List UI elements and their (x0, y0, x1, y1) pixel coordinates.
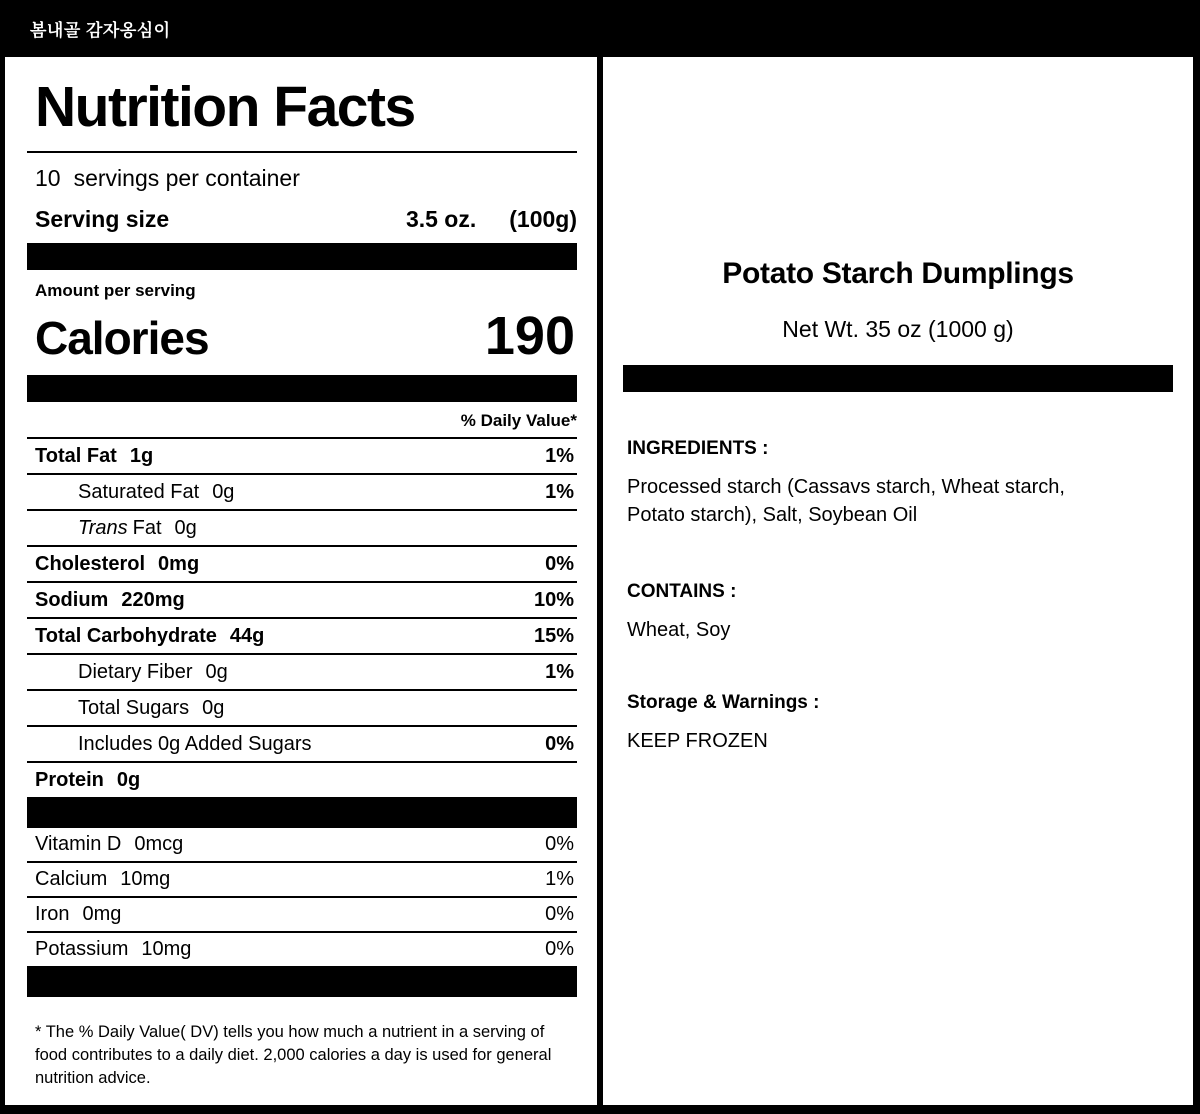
vitamin-row-calcium (27, 863, 577, 898)
divider-bar (623, 365, 1173, 392)
calories-row (35, 305, 577, 367)
nutrient-row-dietary-fiber (27, 655, 577, 691)
nutrient-row-total-fat (27, 439, 577, 475)
nutrient-row-added-sugars (27, 727, 577, 763)
nutrient-name: Iron 0mg (35, 903, 122, 925)
vitamin-row-vitamin-d (27, 828, 577, 863)
divider-bar (27, 797, 577, 828)
nutrient-name: Calcium 10mg (35, 868, 171, 890)
daily-value: 1% (545, 660, 574, 683)
daily-value: 0% (545, 833, 574, 855)
vitamin-row-potassium (27, 933, 577, 966)
nutrient-name: Dietary Fiber 0g (78, 660, 228, 683)
nutrient-row-cholesterol (27, 547, 577, 583)
nutrient-name: Protein 0g (35, 768, 141, 791)
nutrient-name: Sodium 220mg (35, 588, 185, 611)
nutrient-name: Total Carbohydrate 44g (35, 624, 265, 647)
nutrient-row-saturated-fat (27, 475, 577, 511)
daily-value: 0% (545, 903, 574, 925)
daily-value-footnote: * The % Daily Value( DV) tells you how much a nutrient in a serving of food contributes to a daily diet. 2,000 calories a day is used for general nutrition advice. (35, 1023, 552, 1087)
calories-value: 190 (484, 306, 575, 366)
serving-size-row (35, 206, 577, 233)
daily-value: 1% (545, 444, 574, 467)
servings-per-container (35, 165, 577, 192)
vitamin-row-iron (27, 898, 577, 933)
nutrient-row-total-carbohydrate (27, 619, 577, 655)
daily-value: 1% (545, 868, 574, 890)
nutrient-name: Vitamin D 0mcg (35, 833, 184, 855)
daily-value: 1% (545, 480, 574, 503)
nutrient-name: Potassium 10mg (35, 938, 192, 960)
daily-value: 0% (545, 938, 574, 960)
daily-value: 15% (533, 624, 574, 647)
serving-size-oz: 3.5 oz. (405, 206, 477, 232)
nutrient-row-protein (27, 763, 577, 797)
divider-bar (27, 375, 577, 402)
serving-size-grams: (100g) (509, 206, 577, 232)
nutrition-facts-title: Nutrition Facts (35, 75, 415, 139)
servings-count: 10 (35, 165, 61, 191)
nutrient-row-total-sugars (27, 691, 577, 727)
divider-bar (27, 243, 577, 270)
net-weight: Net Wt. 35 oz (1000 g) (782, 315, 1014, 342)
ingredients-text: Processed starch (Cassavs starch, Wheat starch, Potato starch), Salt, Soybean Oil (627, 475, 1065, 526)
divider-bar (27, 966, 577, 997)
nutrition-facts-panel (5, 57, 597, 1105)
nutrient-row-trans-fat (27, 511, 577, 547)
daily-value: 0% (545, 552, 574, 575)
product-info-panel (603, 57, 1193, 1105)
ingredients-label: INGREDIENTS : (627, 437, 769, 459)
window-title: 봄내골 감자옹심이 (30, 21, 171, 40)
nutrient-name: Cholesterol 0mg (35, 552, 200, 575)
daily-value-header: % Daily Value* (27, 411, 577, 439)
nutrient-name: Total Fat 1g (35, 444, 154, 467)
servings-text: servings per container (73, 165, 300, 191)
daily-value: 10% (533, 588, 574, 611)
storage-warnings-text: KEEP FROZEN (627, 729, 768, 752)
calories-label: Calories (35, 312, 209, 364)
serving-size-values (406, 206, 577, 233)
window-titlebar (0, 0, 1200, 57)
contains-text: Wheat, Soy (627, 618, 731, 641)
divider-rule (27, 151, 577, 153)
nutrient-row-sodium (27, 583, 577, 619)
nutrient-name: Includes 0g Added Sugars (78, 732, 312, 755)
nutrient-name: Trans Fat 0g (78, 516, 197, 539)
contains-label: CONTAINS : (627, 580, 737, 602)
serving-size-label: Serving size (35, 206, 170, 232)
daily-value: 0% (545, 732, 574, 755)
amount-per-serving-label: Amount per serving (35, 281, 196, 300)
nutrient-name: Saturated Fat 0g (78, 480, 235, 503)
storage-warnings-label: Storage & Warnings : (627, 691, 820, 713)
product-name: Potato Starch Dumplings (722, 257, 1074, 290)
nutrient-name: Total Sugars 0g (78, 696, 225, 719)
